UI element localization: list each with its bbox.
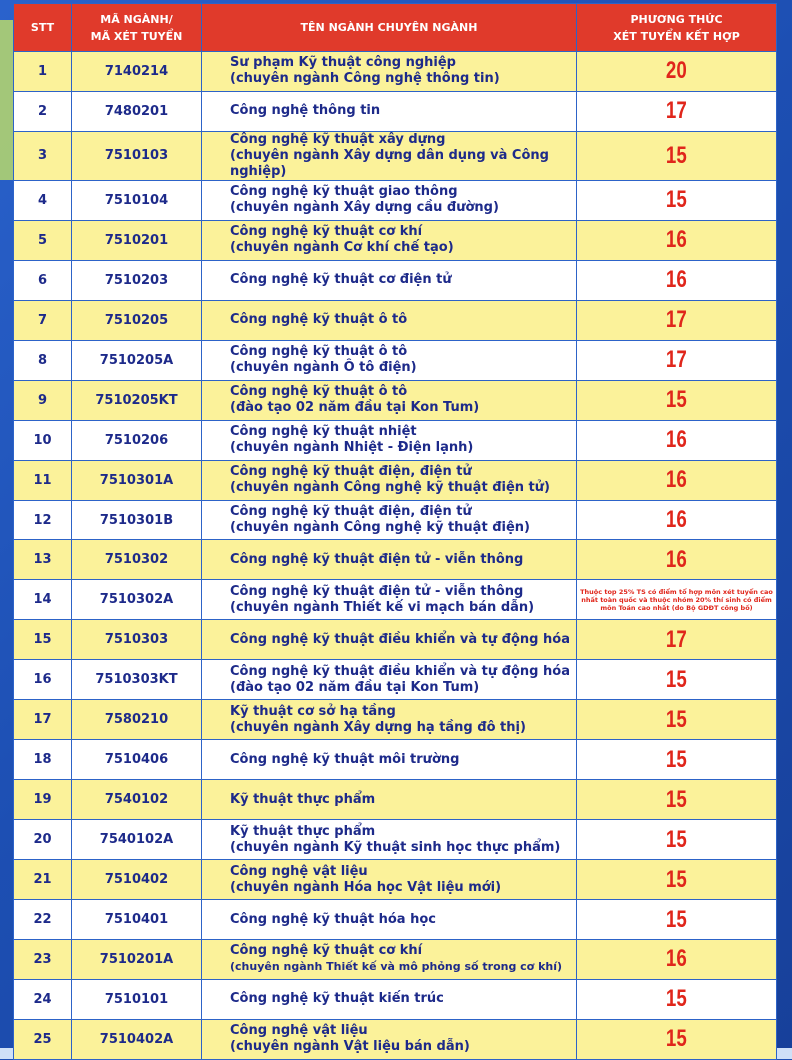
row-score [577, 700, 777, 740]
row-name [202, 1019, 577, 1059]
row-code: 7540102A [72, 820, 202, 860]
row-name-line2: (chuyên ngành Kỹ thuật sinh học thực phẩm) [230, 839, 561, 855]
row-name-line1: Kỹ thuật cơ sở hạ tầng [230, 703, 396, 719]
row-score [577, 460, 777, 500]
row-name-line1: Công nghệ vật liệu [230, 1023, 368, 1039]
row-stt: 9 [14, 380, 72, 420]
row-stt: 20 [14, 820, 72, 860]
row-name-line2: (chuyên ngành Thiết kế vi mạch bán dẫn) [230, 599, 535, 615]
row-code: 7510203 [72, 260, 202, 300]
row-stt: 24 [14, 979, 72, 1019]
row-score [577, 300, 777, 340]
row-stt: 8 [14, 340, 72, 380]
row-name [202, 180, 577, 220]
row-stt: 13 [14, 540, 72, 580]
table-row [14, 860, 777, 900]
row-code: 7510205A [72, 340, 202, 380]
row-stt: 12 [14, 500, 72, 540]
row-name-line1: Công nghệ kỹ thuật ô tô [230, 384, 408, 400]
header-code-line2: MÃ XÉT TUYỂN [90, 29, 183, 43]
row-name [202, 52, 577, 92]
row-stt: 2 [14, 91, 72, 131]
header-name: TÊN NGÀNH CHUYÊN NGÀNH [202, 4, 577, 52]
row-name [202, 820, 577, 860]
table-row [14, 740, 777, 780]
table-row [14, 660, 777, 700]
row-code: 7510406 [72, 740, 202, 780]
row-name [202, 780, 577, 820]
row-stt: 23 [14, 940, 72, 980]
row-code: 7510402 [72, 860, 202, 900]
header-code-line1: MÃ NGÀNH/ [100, 12, 173, 26]
row-name-line1: Kỹ thuật thực phẩm [230, 823, 376, 839]
table-row [14, 780, 777, 820]
row-score-value: 15 [666, 785, 687, 813]
row-score [577, 380, 777, 420]
row-name-line1: Công nghệ kỹ thuật cơ khí [230, 943, 423, 959]
row-name-line1: Công nghệ kỹ thuật nhiệt [230, 424, 417, 440]
header-method-line1: PHƯƠNG THỨC [630, 12, 723, 26]
row-name [202, 260, 577, 300]
row-code: 7510205 [72, 300, 202, 340]
row-score-value: 15 [666, 985, 687, 1013]
row-name-line2: (chuyên ngành Ô tô điện) [230, 360, 417, 376]
row-name-line1: Công nghệ kỹ thuật điện, điện tử [230, 464, 472, 480]
row-score [577, 52, 777, 92]
row-name-line1: Công nghệ kỹ thuật điện, điện tử [230, 504, 472, 519]
row-score-value: 15 [666, 1025, 687, 1053]
row-code: 7480201 [72, 91, 202, 131]
row-code: 7140214 [72, 52, 202, 92]
row-note: Thuộc top 25% TS có điểm tổ hợp môn xét tuyển cao nhất toàn quốc và thuộc nhóm 20% thí sinh có điểm môn Toán cao nhất (do Bộ GDĐT công bố) [577, 580, 777, 620]
row-name [202, 540, 577, 580]
row-score [577, 979, 777, 1019]
row-name-line2: (chuyên ngành Nhiệt - Điện lạnh) [230, 440, 474, 456]
row-score-value: 15 [666, 386, 687, 414]
table-row [14, 540, 777, 580]
row-name-line2: (chuyên ngành Công nghệ thông tin) [230, 71, 500, 87]
row-name-line1: Công nghệ vật liệu [230, 863, 368, 879]
row-name-line2: (chuyên ngành Công nghệ kỹ thuật điện tử) [230, 480, 550, 496]
row-stt: 15 [14, 620, 72, 660]
table-row [14, 620, 777, 660]
row-stt: 7 [14, 300, 72, 340]
row-stt: 19 [14, 780, 72, 820]
row-stt: 16 [14, 660, 72, 700]
row-score [577, 820, 777, 860]
row-name-line2: (chuyên ngành Công nghệ kỹ thuật điện) [230, 520, 530, 535]
row-score-value: 15 [666, 905, 687, 933]
row-name-line1: Công nghệ kỹ thuật ô tô [230, 344, 408, 360]
row-name-line1: Công nghệ kỹ thuật hóa học [230, 911, 436, 927]
row-name [202, 700, 577, 740]
row-name [202, 740, 577, 780]
row-score-value: 17 [666, 306, 687, 334]
row-stt: 14 [14, 580, 72, 620]
row-name-line1: Công nghệ kỹ thuật kiến trúc [230, 991, 444, 1007]
row-name-line1: Công nghệ kỹ thuật cơ điện tử [230, 272, 452, 288]
row-score-value: 15 [666, 141, 687, 169]
row-score-value: 16 [666, 426, 687, 454]
row-score [577, 500, 777, 540]
row-score [577, 220, 777, 260]
header-method-line2: XÉT TUYỂN KẾT HỢP [613, 29, 740, 43]
admission-table [13, 3, 777, 1060]
row-code: 7510206 [72, 420, 202, 460]
row-score-value: 15 [666, 665, 687, 693]
table-row [14, 1019, 777, 1059]
row-name-line2: (chuyên ngành Xây dựng hạ tầng đô thị) [230, 719, 526, 735]
row-name [202, 979, 577, 1019]
row-name-line2: (chuyên ngành Xây dựng dân dụng và Công nghiệp) [230, 147, 549, 179]
row-stt: 6 [14, 260, 72, 300]
row-stt: 10 [14, 420, 72, 460]
row-stt: 3 [14, 131, 72, 180]
row-name-line1: Công nghệ kỹ thuật điều khiển và tự động hóa [230, 663, 570, 679]
row-name [202, 500, 577, 540]
row-stt: 22 [14, 900, 72, 940]
row-score-value: 15 [666, 865, 687, 893]
row-code: 7580210 [72, 700, 202, 740]
table-row [14, 900, 777, 940]
row-name-line1: Công nghệ kỹ thuật cơ khí [230, 224, 423, 240]
table-row [14, 180, 777, 220]
row-name [202, 860, 577, 900]
row-score-value: 15 [666, 825, 687, 853]
row-score [577, 180, 777, 220]
row-score-value: 16 [666, 266, 687, 294]
row-name [202, 940, 577, 980]
row-code: 7510103 [72, 131, 202, 180]
row-name [202, 460, 577, 500]
row-name-line1: Công nghệ kỹ thuật điện tử - viễn thông [230, 583, 524, 599]
row-score [577, 340, 777, 380]
row-name-line1: Công nghệ kỹ thuật giao thông [230, 184, 458, 200]
row-name [202, 91, 577, 131]
row-score [577, 420, 777, 460]
row-name [202, 220, 577, 260]
row-name [202, 900, 577, 940]
row-name-line1: Sư phạm Kỹ thuật công nghiệp [230, 55, 456, 71]
row-code: 7510302 [72, 540, 202, 580]
row-score-value: 15 [666, 705, 687, 733]
row-code: 7510401 [72, 900, 202, 940]
row-score [577, 131, 777, 180]
row-score-value: 15 [666, 745, 687, 773]
row-stt: 4 [14, 180, 72, 220]
row-name-line1: Công nghệ kỹ thuật môi trường [230, 751, 460, 767]
table-row [14, 420, 777, 460]
row-code: 7510402A [72, 1019, 202, 1059]
row-code: 7540102 [72, 780, 202, 820]
row-score [577, 660, 777, 700]
table-row [14, 500, 777, 540]
row-name [202, 380, 577, 420]
row-name [202, 131, 577, 180]
row-score-value: 16 [666, 945, 687, 973]
row-name-line2: (chuyên ngành Hóa học Vật liệu mới) [230, 879, 502, 895]
row-name [202, 580, 577, 620]
row-code: 7510205KT [72, 380, 202, 420]
table-row [14, 340, 777, 380]
header-code [72, 4, 202, 52]
row-name [202, 340, 577, 380]
row-stt: 1 [14, 52, 72, 92]
row-name-line2: (chuyên ngành Cơ khí chế tạo) [230, 240, 454, 256]
row-stt: 25 [14, 1019, 72, 1059]
row-score-value: 15 [666, 186, 687, 214]
table-row [14, 820, 777, 860]
row-code: 7510301A [72, 460, 202, 500]
row-score-value: 17 [666, 97, 687, 125]
row-score [577, 900, 777, 940]
row-score [577, 860, 777, 900]
row-stt: 21 [14, 860, 72, 900]
row-score [577, 540, 777, 580]
row-code: 7510303KT [72, 660, 202, 700]
table-row [14, 52, 777, 92]
row-name [202, 300, 577, 340]
row-score [577, 620, 777, 660]
row-name-line2: (đào tạo 02 năm đầu tại Kon Tum) [230, 679, 480, 695]
row-code: 7510302A [72, 580, 202, 620]
table-row [14, 260, 777, 300]
table-row [14, 220, 777, 260]
table-row [14, 460, 777, 500]
row-code: 7510201A [72, 940, 202, 980]
table-row [14, 580, 777, 620]
row-code: 7510101 [72, 979, 202, 1019]
row-score-value: 20 [666, 57, 687, 85]
header-method [577, 4, 777, 52]
row-stt: 5 [14, 220, 72, 260]
row-name-line1: Công nghệ kỹ thuật ô tô [230, 312, 408, 328]
table-row [14, 979, 777, 1019]
row-name-line1: Công nghệ kỹ thuật điều khiển và tự động hóa [230, 631, 570, 647]
row-code: 7510104 [72, 180, 202, 220]
row-score-value: 17 [666, 625, 687, 653]
row-score [577, 91, 777, 131]
row-score-value: 17 [666, 346, 687, 374]
header-stt: STT [14, 4, 72, 52]
table-row [14, 300, 777, 340]
row-name-line2: (chuyên ngành Vật liệu bán dẫn) [230, 1039, 470, 1055]
row-name [202, 660, 577, 700]
table-row [14, 940, 777, 980]
table-row [14, 380, 777, 420]
row-stt: 11 [14, 460, 72, 500]
row-score [577, 940, 777, 980]
row-name-line1: Công nghệ kỹ thuật điện tử - viễn thông [230, 551, 524, 567]
row-score-value: 16 [666, 226, 687, 254]
row-name [202, 620, 577, 660]
row-name-line2: (chuyên ngành Xây dựng cầu đường) [230, 200, 499, 216]
row-name-line1: Công nghệ thông tin [230, 103, 381, 119]
row-score [577, 260, 777, 300]
row-stt: 17 [14, 700, 72, 740]
row-name [202, 420, 577, 460]
row-code: 7510301B [72, 500, 202, 540]
row-code: 7510201 [72, 220, 202, 260]
row-score [577, 1019, 777, 1059]
row-name-line1: Công nghệ kỹ thuật xây dựng [230, 131, 446, 147]
row-score-value: 16 [666, 545, 687, 573]
table-row [14, 700, 777, 740]
row-name-line2: (đào tạo 02 năm đầu tại Kon Tum) [230, 400, 480, 416]
table-row [14, 91, 777, 131]
row-stt: 18 [14, 740, 72, 780]
row-name-line1: Kỹ thuật thực phẩm [230, 791, 376, 807]
row-code: 7510303 [72, 620, 202, 660]
table-header-row [14, 4, 777, 52]
row-score [577, 780, 777, 820]
table-row [14, 131, 777, 180]
row-score-value: 16 [666, 506, 687, 533]
row-name-line2: (chuyên ngành Thiết kế và mô phỏng số trong cơ khí) [230, 960, 563, 974]
row-score [577, 740, 777, 780]
row-score-value: 16 [666, 466, 687, 494]
